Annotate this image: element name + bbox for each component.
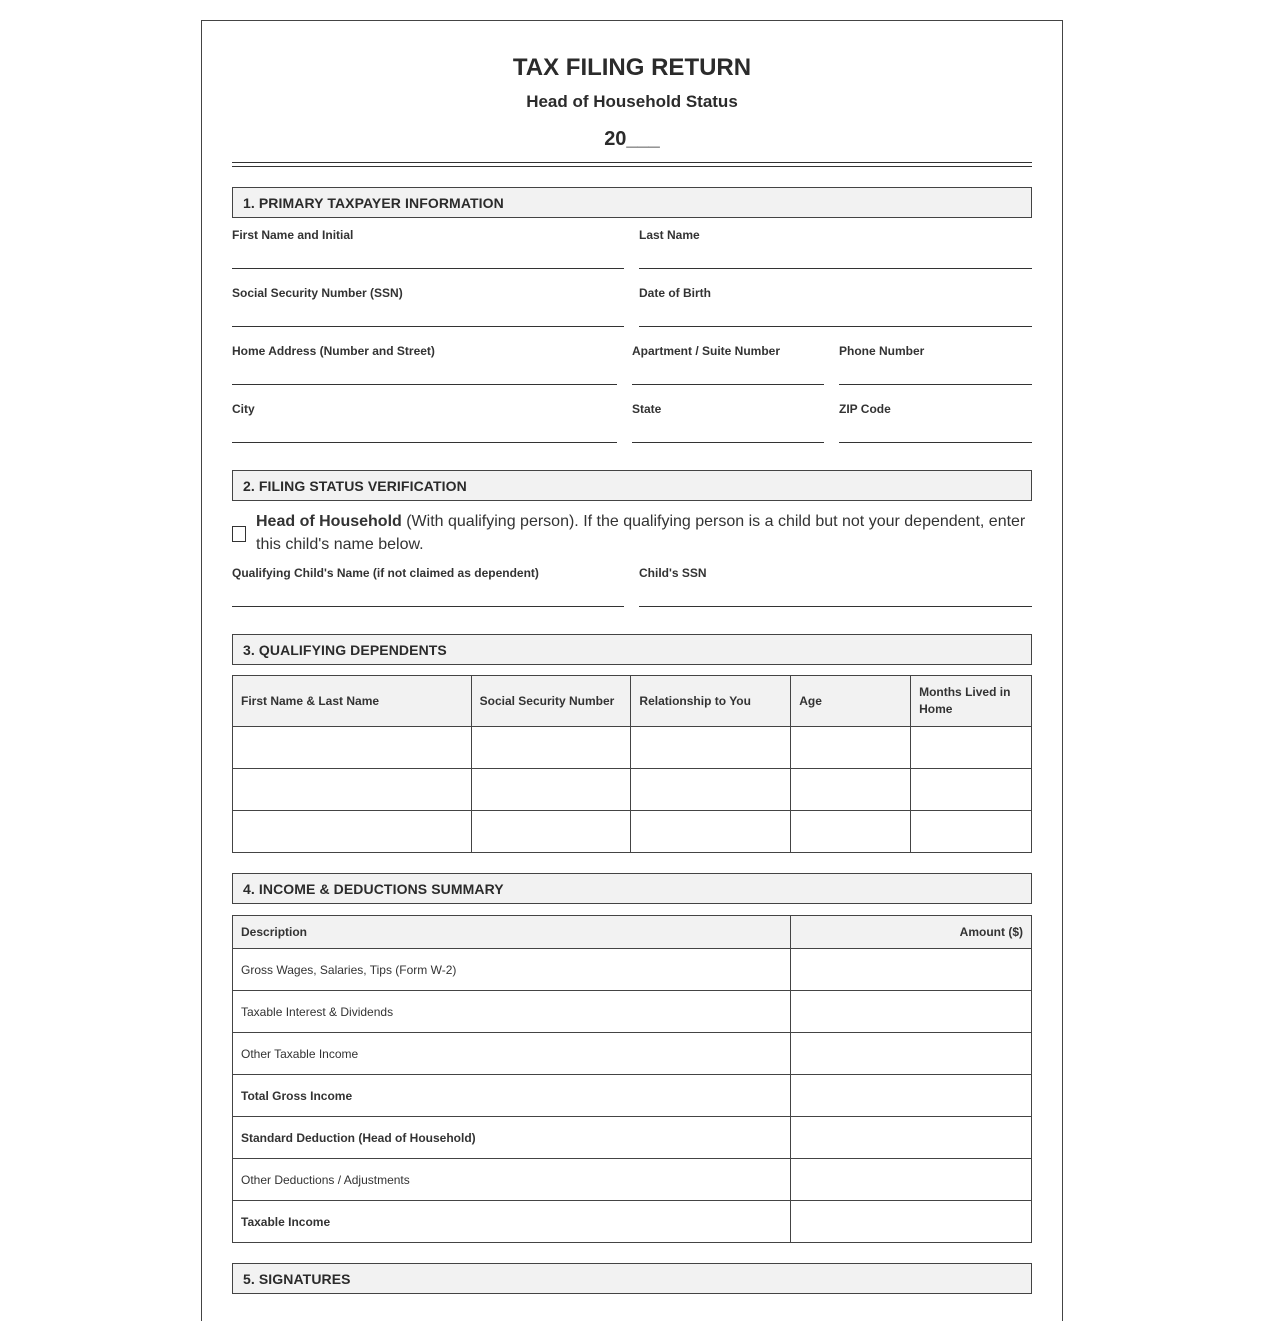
state-field[interactable] — [632, 402, 824, 416]
input-line[interactable] — [232, 384, 617, 385]
table-row — [233, 1033, 1032, 1075]
table-row — [233, 727, 1032, 769]
input-line[interactable] — [232, 442, 617, 443]
table-cell[interactable] — [471, 811, 631, 853]
column-header: Relationship to You — [631, 676, 791, 727]
field-label: Phone Number — [839, 344, 925, 358]
column-header: Months Lived in Home — [911, 676, 1032, 727]
apartment-field[interactable] — [632, 344, 824, 358]
table-cell[interactable] — [791, 811, 911, 853]
section-title: 3. QUALIFYING DEPENDENTS — [243, 642, 447, 658]
row-label: Taxable Interest & Dividends — [233, 991, 791, 1033]
field-label: Last Name — [639, 228, 700, 242]
table-row — [233, 1117, 1032, 1159]
section-header-dependents — [232, 634, 1032, 665]
city-field[interactable] — [232, 402, 617, 416]
section-title: 5. SIGNATURES — [243, 1271, 351, 1287]
income-table — [232, 915, 1032, 1243]
table-cell[interactable] — [233, 727, 472, 769]
table-row — [233, 769, 1032, 811]
field-label: Child's SSN — [639, 566, 707, 580]
table-cell[interactable] — [471, 769, 631, 811]
table-header-row — [233, 676, 1032, 727]
amount-cell[interactable] — [791, 991, 1032, 1033]
column-header: First Name & Last Name — [233, 676, 472, 727]
ssn-field[interactable] — [232, 286, 624, 300]
table-cell[interactable] — [911, 769, 1032, 811]
row-label: Other Deductions / Adjustments — [233, 1159, 791, 1201]
table-cell[interactable] — [233, 769, 472, 811]
field-label: Home Address (Number and Street) — [232, 344, 435, 358]
row-label: Other Taxable Income — [233, 1033, 791, 1075]
table-cell[interactable] — [791, 769, 911, 811]
table-cell[interactable] — [911, 727, 1032, 769]
last-name-field[interactable] — [639, 228, 1032, 242]
qualifying-child-name-field[interactable] — [232, 566, 624, 580]
section-header-signatures — [232, 1263, 1032, 1294]
section-header-filing-status — [232, 470, 1032, 501]
input-line[interactable] — [639, 606, 1032, 607]
table-row — [233, 1159, 1032, 1201]
amount-cell[interactable] — [791, 949, 1032, 991]
input-line[interactable] — [839, 384, 1032, 385]
section-title: 2. FILING STATUS VERIFICATION — [243, 478, 467, 494]
field-label: ZIP Code — [839, 402, 891, 416]
amount-cell[interactable] — [791, 1033, 1032, 1075]
table-row — [233, 1075, 1032, 1117]
input-line[interactable] — [632, 442, 824, 443]
first-name-field[interactable] — [232, 228, 624, 242]
section-title: 4. INCOME & DEDUCTIONS SUMMARY — [243, 881, 504, 897]
amount-cell[interactable] — [791, 1159, 1032, 1201]
field-label: Qualifying Child's Name (if not claimed as dependent) — [232, 566, 539, 580]
field-label: City — [232, 402, 255, 416]
table-cell[interactable] — [631, 811, 791, 853]
phone-field[interactable] — [839, 344, 1032, 358]
dependents-table — [232, 675, 1032, 853]
row-label: Gross Wages, Salaries, Tips (Form W-2) — [233, 949, 791, 991]
field-label: State — [632, 402, 662, 416]
column-header: Age — [791, 676, 911, 727]
field-label: Apartment / Suite Number — [632, 344, 781, 358]
checkbox-label-bold: Head of Household — [256, 513, 402, 530]
tax-year: 20___ — [604, 128, 660, 150]
table-row — [233, 811, 1032, 853]
table-cell[interactable] — [911, 811, 1032, 853]
table-row — [233, 1201, 1032, 1243]
field-label: Social Security Number (SSN) — [232, 286, 403, 300]
amount-cell[interactable] — [791, 1075, 1032, 1117]
input-line[interactable] — [839, 442, 1032, 443]
amount-cell[interactable] — [791, 1201, 1032, 1243]
column-header: Description — [233, 916, 791, 949]
table-cell[interactable] — [631, 727, 791, 769]
head-of-household-checkbox[interactable] — [232, 526, 246, 542]
field-label: First Name and Initial — [232, 228, 354, 242]
dob-field[interactable] — [639, 286, 1032, 300]
header-divider — [232, 162, 1032, 167]
column-header: Amount ($) — [791, 916, 1032, 949]
input-line[interactable] — [639, 268, 1032, 269]
table-cell[interactable] — [233, 811, 472, 853]
table-row — [233, 991, 1032, 1033]
table-header-row — [233, 916, 1032, 949]
table-cell[interactable] — [791, 727, 911, 769]
input-line[interactable] — [232, 606, 624, 607]
input-line[interactable] — [232, 326, 624, 327]
column-header: Social Security Number — [471, 676, 631, 727]
form-subtitle: Head of Household Status — [526, 92, 738, 111]
form-page — [201, 20, 1063, 1321]
table-cell[interactable] — [471, 727, 631, 769]
input-line[interactable] — [632, 384, 824, 385]
input-line[interactable] — [639, 326, 1032, 327]
form-title: TAX FILING RETURN — [512, 54, 752, 81]
section-header-income — [232, 873, 1032, 904]
row-label: Total Gross Income — [233, 1075, 791, 1117]
row-label: Taxable Income — [233, 1201, 791, 1243]
row-label: Standard Deduction (Head of Household) — [233, 1117, 791, 1159]
field-label: Date of Birth — [639, 286, 711, 300]
address-field[interactable] — [232, 344, 617, 358]
zip-field[interactable] — [839, 402, 1032, 416]
checkbox-label — [256, 510, 1036, 556]
section-title: 1. PRIMARY TAXPAYER INFORMATION — [243, 195, 504, 211]
amount-cell[interactable] — [791, 1117, 1032, 1159]
section-header-primary-taxpayer — [232, 187, 1032, 218]
table-cell[interactable] — [631, 769, 791, 811]
table-row — [233, 949, 1032, 991]
child-ssn-field[interactable] — [639, 566, 1032, 580]
input-line[interactable] — [232, 268, 624, 269]
checkbox-label-text: (With qualifying person). If the qualifying person is a child but not your dependent, enter this child's name below. — [256, 513, 1026, 553]
